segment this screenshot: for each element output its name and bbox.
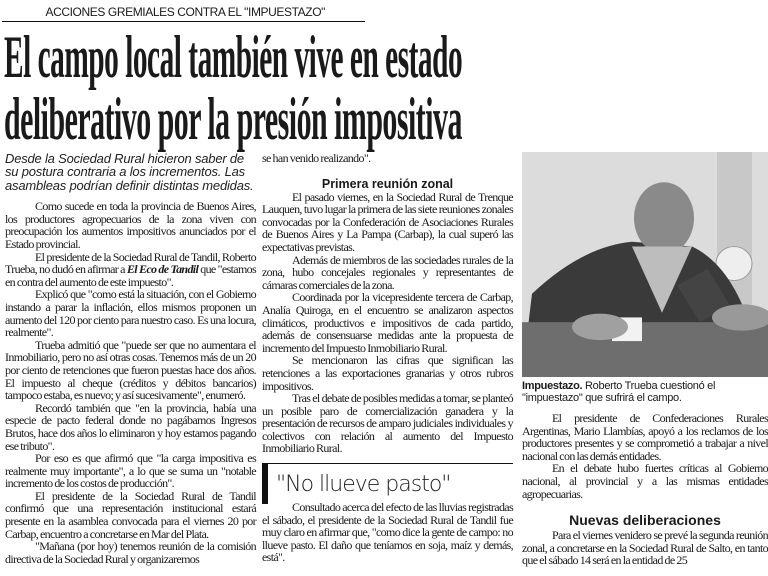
paragraph: Tras el debate de posibles medidas a tomar, se planteó un posible paro de comercialización ganadera y la presentación de recursos de amparo judiciales individuales y colectivos con relación al aumento del Impuesto Inmobiliario Rural. bbox=[262, 391, 513, 456]
paragraph: Trueba admitió que "puede ser que no aumentara el Inmobiliario, pero no así otras cosas. Tenemos más de un 20 por ciento de retenciones que fueron puestas hace dos años. El impuesto al cheque (créditos y débitos bancarios) tampoco estaba, es nuevo; y así sucesivamente", enumeró. bbox=[5, 337, 256, 403]
paragraph: Coordinada por la vicepresidente tercera de Carbap, Analía Quiroga, en el encuentro se analizaron aspectos climáticos, productivos e impositivos de cada partido, además de consensuarse medidas ante la propuesta de incremento del Impuesto Inmobiliario Rural. bbox=[262, 290, 513, 355]
paragraph: El presidente de Confederaciones Rurales Argentinas, Mario Llambías, apoyó a los reclamos de los productores presentes y se comprometió a trabajar a nivel nacional con las demás entidades. bbox=[522, 411, 768, 463]
deck-summary: Desde la Sociedad Rural hicieron saber de su postura contraria a los incrementos. Las asambleas podrían definir distintas medidas. bbox=[5, 151, 254, 193]
paragraph bbox=[5, 251, 256, 289]
boxed-heading-title: "No llueve pasto" bbox=[276, 472, 451, 498]
column-3 bbox=[522, 152, 768, 567]
headline-line-1: El campo local también vive en estado bbox=[4, 24, 463, 90]
photo-illustration bbox=[522, 152, 768, 377]
caption-label: Impuestazo. bbox=[522, 380, 583, 392]
paragraph: Por eso es que afirmó que "la carga impositiva es realmente muy importante", a lo que se suma un "notable incremento de los costos de producción". bbox=[5, 451, 256, 491]
photo-roberto-trueba bbox=[522, 152, 768, 377]
text: El presidente de la Sociedad Rural de Tandil, Roberto Trueba, no dudó en afirmar a bbox=[5, 249, 256, 277]
paragraph: Consultado acerca del efecto de las lluvias registradas el sábado, el presidente de la Sociedad Rural de Tandil fue muy claro en afirmar que, "como dice la gente de campo: no llueve pasto. El daño que teníamos en soja, maíz y demás, está". bbox=[262, 500, 513, 565]
paragraph: "Mañana (por hoy) tenemos reunión de la comisión directiva de la Sociedad Rural y organizaremos bbox=[5, 539, 256, 566]
caption-text: Roberto Trueba cuestionó el "impuestazo" que sufrirá el campo. bbox=[522, 380, 716, 404]
photo-caption bbox=[522, 380, 768, 404]
paragraph: Explicó que "como está la situación, con el Gobierno instando a parar la inflación, ellos mismos proponen un aumento del 120 por ciento para nuestro caso. Es una locura, realmente". bbox=[5, 287, 256, 340]
paragraph: En el debate hubo fuertes críticas al Gobierno nacional, al provincial y a las mismas entidades agropecuarias. bbox=[522, 461, 768, 501]
paragraph: Para el viernes venidero se prevé la segunda reunión zonal, a concretarse en la Sociedad Rural de Salto, en tanto que el sábado 14 será en la entidad de 25 bbox=[522, 528, 768, 568]
boxed-heading bbox=[262, 463, 513, 501]
newspaper-name: El Eco de Tandil bbox=[126, 262, 199, 277]
section-kicker: ACCIONES GREMIALES CONTRA EL "IMPUESTAZO" bbox=[2, 4, 365, 22]
text: que "estamos en contra del aumento de este impuesto". bbox=[5, 262, 257, 289]
paragraph: El presidente de la Sociedad Rural de Tandil confirmó que una representación institucional estará presente en la asamblea convocada para el viernes 20 por Carbap, encuentro a concretarse en Mar del Plata. bbox=[5, 488, 256, 541]
paragraph: Se mencionaron las cifras que significan las retenciones a las exportaciones granarias y otros rubros impositivos. bbox=[262, 353, 513, 393]
paragraph-continuation: se han venido realizando". bbox=[262, 151, 371, 165]
paragraph: Además de miembros de las sociedades rurales de la zona, hubo concejales regionales y representantes de cámaras comerciales de la zona. bbox=[262, 252, 513, 292]
paragraph: Como sucede en toda la provincia de Buenos Aires, los productores agropecuarios de la zona viven con preocupación los aumentos impositivos anunciados por el Estado provincial. bbox=[5, 199, 256, 251]
column-1 bbox=[5, 152, 256, 565]
headline-line-2: deliberativo por la presión impositiva bbox=[4, 86, 462, 152]
heading-bar bbox=[262, 464, 268, 504]
paragraph: El pasado viernes, en la Sociedad Rural de Trenque Lauquen, tuvo lugar la primera de las siete reuniones zonales convocadas por la Confederación de Asociaciones Rurales de Buenos Aires y La Pampa (Carbap), la cual superó las expectativas previstas. bbox=[262, 189, 513, 254]
subheading: Primera reunión zonal bbox=[321, 176, 454, 191]
column-2 bbox=[262, 152, 513, 564]
paragraph: Recordó también que "en la provincia, había una especie de pacto federal donde no pagábamos Ingresos Brutos, hace dos años lo eliminaron y hoy estamos pagando ese tributo". bbox=[5, 400, 256, 453]
subheading: Nuevas deliberaciones bbox=[569, 512, 721, 529]
